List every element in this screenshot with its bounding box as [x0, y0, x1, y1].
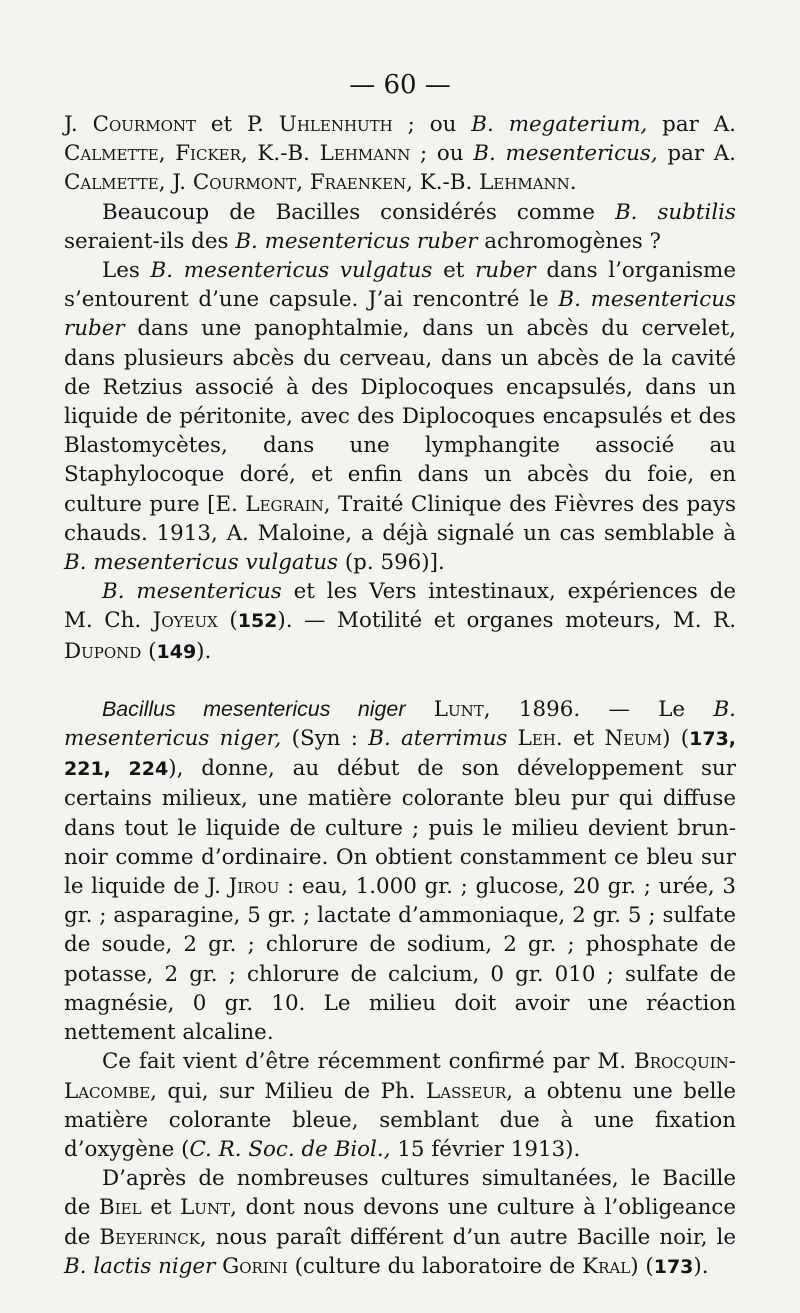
smallcaps-run: Lehmann [319, 141, 411, 167]
smallcaps-run: Kral [582, 1253, 631, 1279]
italic-run: C. R. Soc. de Biol., [189, 1136, 391, 1162]
smallcaps-run: Courmont [92, 112, 196, 137]
smallcaps-run: Calmette, [64, 141, 166, 167]
smallcaps-run: Legrain, [245, 491, 331, 517]
smallcaps-run: Lunt, [180, 1195, 237, 1221]
smallcaps-run: Joyeux [152, 608, 218, 634]
smallcaps-run: Lunt, [433, 696, 491, 722]
page-number: — 60 — [349, 70, 451, 100]
paragraph: Les B. mesentericus vulgatus et ruber dans l’organisme s’entourent d’une capsule. J’ai rencontré le B. mesentericus ruber dans une panophtalmie, dans un abcès du cervelet, dans plusieurs abcès du cerveau, dans un abcès de la cavité de Retzius associé à des Diplocoques encapsulés, dans un liquide de péritonite, avec des Diplocoques encapsulés et des Blastomycètes, dans une lymphangite associé au Staphylocoque doré, et enfin dans un abcès du foie, en culture pure [E. Legrain, Traité Clinique des Fièvres des pays chauds. 1913, A. Maloine, a déjà signalé un cas semblable à B. mesentericus vulgatus (p. 596)]. [64, 258, 736, 576]
italic-run: B. lactis niger [64, 1253, 216, 1279]
paragraph: D’après de nombreuses cultures simultanées, le Bacille de Biel et Lunt, dont nous devons une culture à l’obligeance de Beyerinck, nous paraît différent d’un autre Bacille noir, le B. lactis niger Gorini (culture du laboratoire de Kral) (173). [64, 1166, 737, 1279]
italic-run: B. mesentericus vulgatus [150, 258, 433, 284]
smallcaps-run: Fraenken, [309, 170, 413, 196]
italic-run: B. mesentericus niger, [64, 696, 736, 752]
smallcaps-run: Courmont, [192, 170, 304, 196]
italic-run: B. mesentericus, [473, 141, 658, 167]
italic-run: B. subtilis [614, 199, 736, 225]
italic-run: B. mesentericus ruber [64, 287, 736, 342]
species-name: Bacillus mesentericus niger [102, 696, 406, 721]
italic-run: B. aterrimus [368, 726, 508, 752]
reference-number: 152 [237, 610, 278, 633]
italic-run: B. mesentericus ruber [235, 228, 478, 254]
smallcaps-run: Brocquin-Lacombe, [64, 1049, 736, 1104]
smallcaps-run: Leh. [517, 726, 563, 752]
smallcaps-run: Biel [99, 1195, 142, 1221]
italic-run: B. mesentericus vulgatus [64, 550, 339, 576]
smallcaps-run: Lasseur, [426, 1078, 514, 1104]
italic-run: ruber [475, 258, 536, 284]
smallcaps-run: Gorini [222, 1253, 288, 1279]
paragraph: J. Courmont et P. Uhlenhuth ; ou B. megaterium, par A. Calmette, Ficker, K.-B. Lehmann ; ou B. mesentericus, par A. Calmette, J. Courmont, Fraenken, K.-B. Lehmann. [64, 112, 736, 196]
smallcaps-run: Beyerinck, [99, 1224, 207, 1250]
smallcaps-run: Ficker, [175, 141, 248, 167]
paragraph: Bacillus mesentericus niger Lunt, 1896. — Le B. mesentericus niger, (Syn : B. aterrimus Leh. et Neum) (173, 221, 224), donne, au début de son développement sur certains milieux, une matière colorante bleu pur qui diffuse dans tout le liquide de culture ; puis le milieu devient brun-noir comme d’ordinaire. On obtient constamment ce bleu sur le liquide de J. Jirou : eau, 1.000 gr. ; glucose, 20 gr. ; urée, 3 gr. ; asparagine, 5 gr. ; lactate d’ammoniaque, 2 gr. 5 ; sulfate de soude, 2 gr. ; chlorure de sodium, 2 gr. ; phosphate de potasse, 2 gr. ; chlorure de calcium, 0 gr. 010 ; sulfate de magnésie, 0 gr. 10. Le milieu doit avoir une réaction nettement alcaline. [64, 696, 737, 1046]
smallcaps-run: Uhlenhuth [278, 112, 393, 137]
smallcaps-run: Lehmann. [479, 170, 577, 196]
italic-run: B. megaterium, [471, 112, 648, 137]
italic-run: B. mesentericus [102, 579, 282, 605]
body-text [64, 110, 736, 1282]
smallcaps-run: Dupond [64, 638, 142, 664]
paragraph: Ce fait vient d’être récemment confirmé par M. Brocquin-Lacombe, qui, sur Milieu de Ph. Lasseur, a obtenu une belle matière colorante bleue, semblant due à une fixation d’oxygène (C. R. Soc. de Biol., 15 février 1913). [64, 1049, 736, 1162]
reference-number: 173, 221, 224 [64, 728, 737, 781]
smallcaps-run: Neum [604, 726, 663, 752]
paragraph: Beaucoup de Bacilles considérés comme B. subtilis seraient-ils des B. mesentericus ruber achromogènes ? [64, 199, 736, 254]
smallcaps-run: Jirou [228, 874, 280, 900]
smallcaps-run: Calmette, [64, 170, 166, 196]
paragraph: B. mesentericus et les Vers intestinaux, expériences de M. Ch. Joyeux (152). — Motilité et organes moteurs, M. R. Dupond (149). [64, 579, 737, 664]
reference-number: 173 [653, 1255, 694, 1278]
reference-number: 149 [156, 640, 197, 663]
